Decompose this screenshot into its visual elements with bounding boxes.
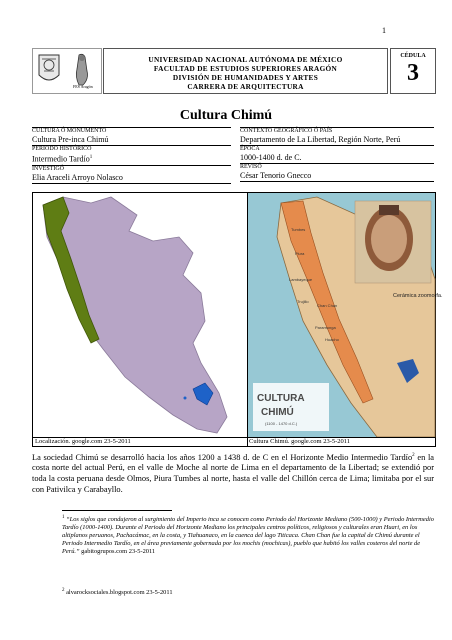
context-label: CONTEXTO GEOGRÁFICO Ó PAÍS [240,128,333,134]
peru-location-map [33,193,247,437]
header-line-2: FACULTAD DE ESTUDIOS SUPERIORES ARAGÓN [153,64,338,73]
map-subtitle: (1100 - 1470 d.C.) [265,421,298,426]
cedula-box [390,48,436,94]
logo-box [32,48,102,94]
researcher-label: INVESTIGÓ [32,165,64,172]
culture-label: CULTURA Ó MONUMENTO [32,128,107,134]
logo-caption: FES Aragón [73,84,93,89]
period-value: Intermedio Tardío [32,154,90,164]
city-label: Lambayeque [289,277,313,282]
footnote-1 [62,514,434,556]
period-label: PERIODO HISTÓRICO [32,146,92,152]
body-footnote-ref: 2 [412,453,415,458]
epoch-value: 1000-1400 d. de C. [240,153,302,162]
document-title: Cultura Chimú [179,108,273,123]
cedula-number: 3 [407,60,419,86]
context-value: Departamento de La Libertad, Región Norte, Perú [240,135,401,144]
body-text-2: en la costa norte del actual Perú, en el valle de Moche al norte de Lima en el departamento de la Libertad; se extendió por toda la costa peruana desde Olmos, Piura Tumbes al norte, hasta el valle del Chillón cerca de Lima; limitaba por el sur con Pativilca y Carabayllo. [32,452,435,494]
header-line-1: UNIVERSIDAD NACIONAL AUTÓNOMA DE MÉXICO [148,55,343,64]
footnote-rule [62,510,172,511]
city-label: Piura [295,251,305,256]
images-divider [247,193,248,446]
epoch-label: ÉPOCA [240,146,260,152]
reviewer-value: César Tenorio Gnecco [240,171,312,180]
period-footnote-ref: 1 [89,155,93,160]
researcher-value: Elia Araceli Arroyo Nolasco [32,172,123,182]
footnote-2 [62,587,434,597]
city-label: Huacho [325,337,339,342]
footnote-2-number: 2 [62,588,65,593]
cedula-label: CÉDULA [400,53,426,59]
map-title-1: CULTURA [257,393,305,404]
institution-header [103,48,388,94]
ceramic-label: Cerámica zoomorfa. [393,293,443,299]
fields-left [32,127,231,184]
header-line-4: CARRERA DE ARQUITECTURA [187,82,304,91]
period-field [32,153,231,165]
reviewer-label: REVISÓ [240,164,262,170]
footnote-2-text: alvarocksociales.blogspot.com 23-5-2011 [64,589,173,597]
fields-right [240,127,434,182]
city-label: Trujillo [297,299,309,304]
body-text-1: La sociedad Chimú se desarrolló hacia los años 1200 a 1438 d. de C en el Horizonte Medio Intermedio Tardío [32,452,413,462]
city-label: Chan Chan [317,303,338,308]
footnote-1-number: 1 [62,515,65,520]
city-label: Tumbes [291,227,306,232]
culture-value: Cultura Pre-inca Chimú [32,135,109,144]
footnote-1-source: gabitogrupos.com 23-5-2011 [79,548,156,556]
left-image-caption: Localización. google.com 23-5-2011 [35,438,131,445]
city-label: Paramonga [315,325,336,330]
chimu-culture-map [247,193,443,437]
header-line-3: DIVISIÓN DE HUMANIDADES Y ARTES [172,73,319,82]
images-box [32,192,443,447]
footnote-1-quote: “Los siglos que condujeron al surgimiento del Imperio inca se conocen como Periodo del Horizonte Mediano (500-1000) y Periodo Intermedio Tardío (1000-1400). Durante el Periodo del Horizonte Mediano los principales centros políticos, religiosos y culturales eran Huari, en los altiplanos peruanos, Pachacámac, en la costa, y Tiahuanaco, en la cuenca del lago Titicaca. Chan Chan fue la capital de Chimú durante el Periodo Intermedio Tardío, en el área previamente gobernada por los mochis (mochicas), pueblo que habitó los valles costeros del norte de Perú.” [62,516,434,556]
body-paragraph [32,451,434,495]
page-number: 1 [382,26,386,35]
map-title-2: CHIMÚ [261,407,294,418]
right-image-caption: Cultura Chimú. google.com 23-5-2011 [249,438,351,445]
